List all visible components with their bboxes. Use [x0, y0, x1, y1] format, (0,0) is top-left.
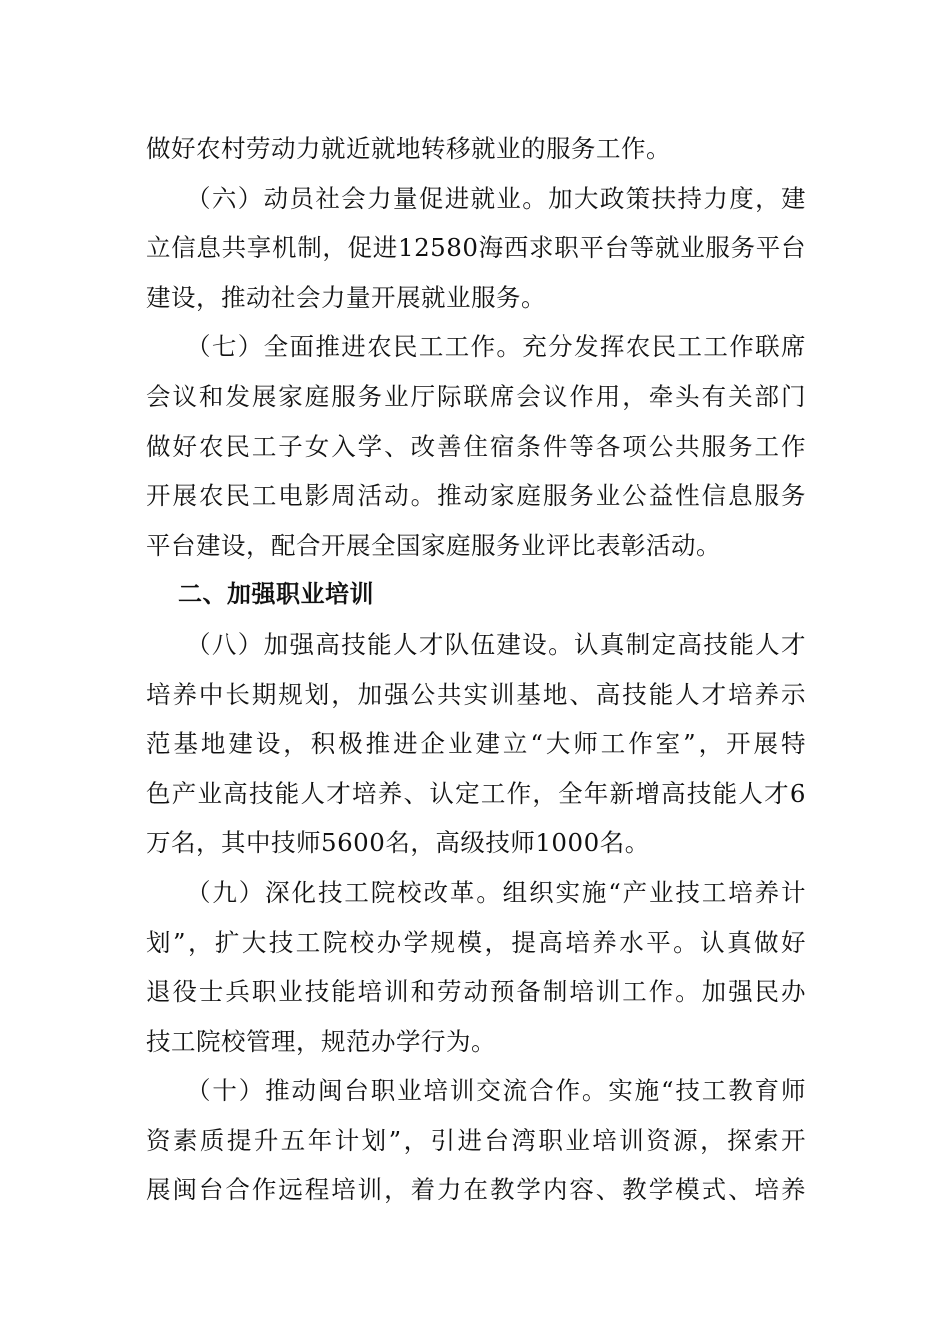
paragraph-line: 立信息共享机制，促进12580海西求职平台等就业服务平台: [146, 233, 806, 263]
section-heading: 二、加强职业培训: [178, 580, 374, 609]
paragraph-line: 做好农民工子女入学、改善住宿条件等各项公共服务工作: [146, 431, 806, 461]
paragraph-line: 技工院校管理，规范办学行为。: [146, 1026, 496, 1056]
paragraph-line: （六）动员社会力量促进就业。加大政策扶持力度，建: [186, 183, 806, 213]
paragraph-line: 开展农民工电影周活动。推动家庭服务业公益性信息服务: [146, 481, 806, 511]
paragraph-line: （八）加强高技能人才队伍建设。认真制定高技能人才: [186, 629, 806, 659]
paragraph-line: 培养中长期规划，加强公共实训基地、高技能人才培养示: [146, 679, 806, 709]
paragraph-line: （七）全面推进农民工工作。充分发挥农民工工作联席: [186, 332, 806, 362]
paragraph-line: 万名，其中技师5600名，高级技师1000名。: [146, 828, 650, 858]
paragraph-line: 资素质提升五年计划”，引进台湾职业培训资源，探索开: [146, 1125, 806, 1155]
document-page: [146, 124, 806, 1215]
paragraph-line: 退役士兵职业技能培训和劳动预备制培训工作。加强民办: [146, 977, 806, 1007]
paragraph-line: 划”，扩大技工院校办学规模，提高培养水平。认真做好: [146, 927, 806, 957]
paragraph-line: （十）推动闽台职业培训交流合作。实施“技工教育师: [186, 1076, 806, 1106]
paragraph-line: 范基地建设，积极推进企业建立“大师工作室”，开展特: [146, 729, 806, 759]
paragraph-line: 建设，推动社会力量开展就业服务。: [146, 282, 546, 312]
paragraph-line: 做好农村劳动力就近就地转移就业的服务工作。: [146, 134, 671, 163]
paragraph-line: 会议和发展家庭服务业厅际联席会议作用，牵头有关部门: [146, 381, 806, 411]
paragraph-line: 展闽台合作远程培训，着力在教学内容、教学模式、培养: [146, 1175, 806, 1205]
paragraph-line: 色产业高技能人才培养、认定工作，全年新增高技能人才6: [146, 778, 806, 808]
paragraph-line: （九）深化技工院校改革。组织实施“产业技工培养计: [186, 877, 806, 907]
paragraph-line: 平台建设，配合开展全国家庭服务业评比表彰活动。: [146, 530, 721, 560]
